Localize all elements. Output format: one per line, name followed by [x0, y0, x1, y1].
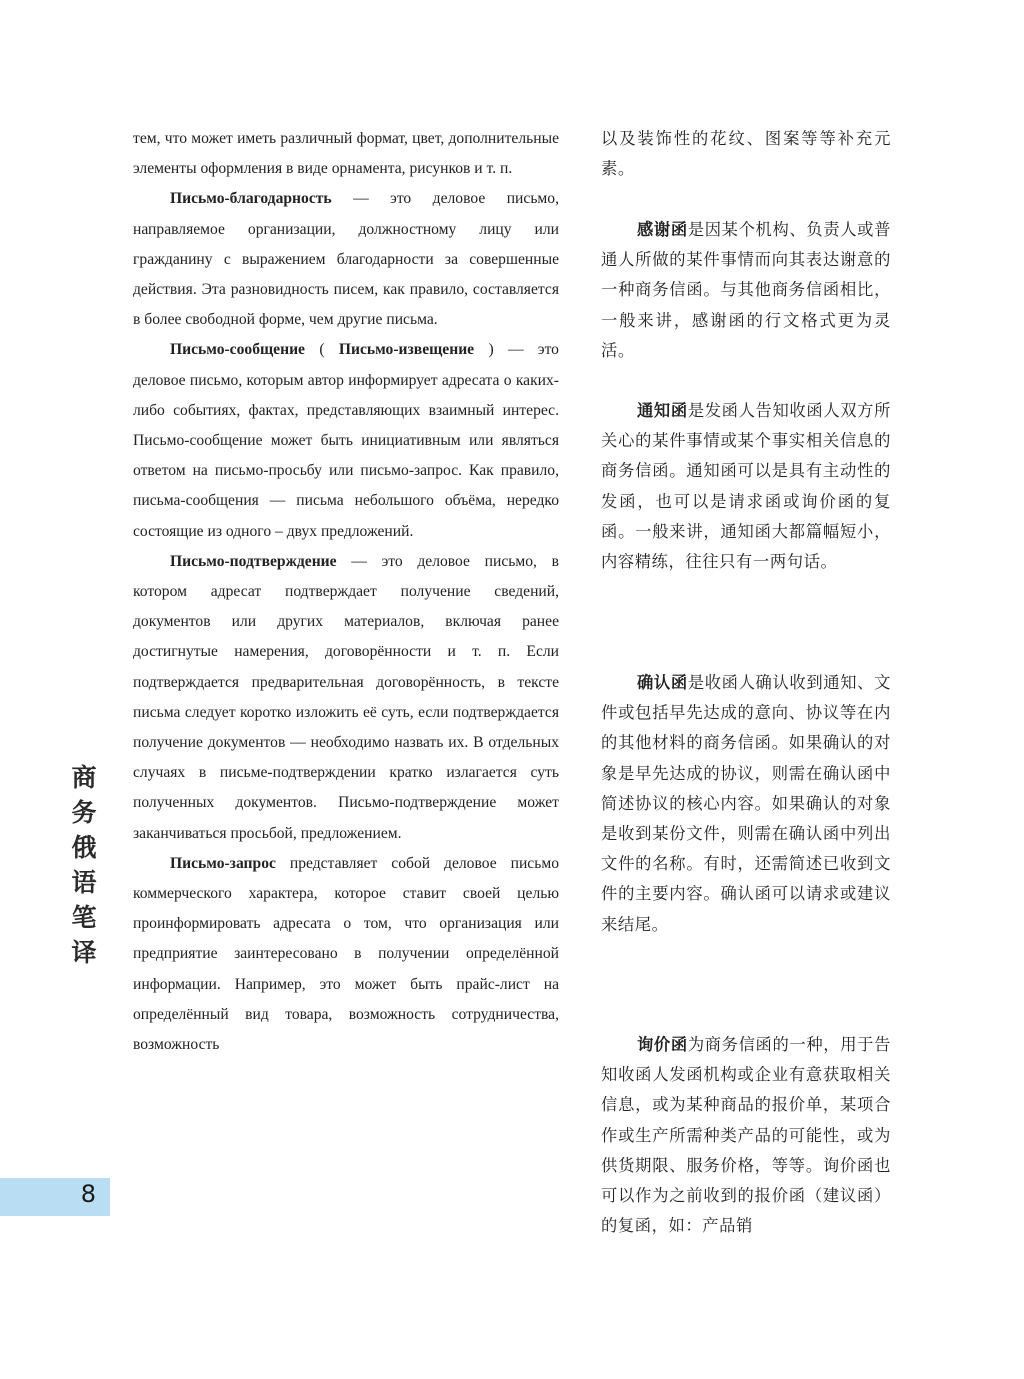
page-number: 8: [80, 1180, 96, 1208]
book-title-char: 商: [71, 763, 97, 792]
book-title-char: 语: [71, 868, 97, 897]
ru-text: — это деловое письмо, направляемое организации, должностному лицу или гражданину с выражением благодарности за совершенные действия. Эта разновидность писем, как правило, составляется в более свободной форме, чем другие письма.: [133, 190, 559, 329]
cn-paragraph: [601, 668, 891, 940]
ru-term: Письмо-сообщение: [170, 341, 305, 359]
cn-paragraph: [601, 215, 891, 366]
ru-paragraph-gratitude: [133, 184, 559, 335]
ru-paragraph-confirmation: [133, 547, 559, 849]
cn-term: 确认函: [637, 673, 688, 692]
cn-block-intro: [601, 124, 891, 184]
cn-term: 询价函: [637, 1035, 688, 1054]
book-title-char: 务: [71, 798, 97, 827]
ru-term: Письмо-запрос: [170, 854, 276, 872]
ru-text: — это деловое письмо, в котором адресат подтверждает получение сведений, документов или других материалов, включая ранее достигнутые намерения, договорённости и т. п. Если подтверждается предварительная договорённость, в тексте письма следует коротко изложить её суть, если подтверждается получение документов — необходимо назвать их. В отдельных случаях в письме-подтверждении кратко излагается суть полученных документов. Письмо-подтверждение может заканчиваться просьбой, предложением.: [133, 552, 559, 842]
ru-paragraph-inquiry: [133, 849, 559, 1060]
ru-term: Письмо-извещение: [338, 341, 475, 359]
ru-term: Письмо-подтверждение: [170, 552, 337, 570]
ru-text: представляет собой деловое письмо коммерческого характера, которое ставит своей целью проинформировать адресата о том, что организация или предприятие заинтересовано в получении определённой информации. Например, это может быть прайс-лист на определённый вид товара, возможность сотрудничества, возможность: [133, 854, 559, 1054]
book-title-char: 笔: [71, 903, 97, 932]
page-number-tab: [0, 1178, 110, 1216]
book-title-char: 俄: [71, 833, 97, 862]
cn-block-confirmation: [601, 668, 891, 940]
russian-column: [133, 124, 559, 1060]
cn-paragraph: [601, 124, 891, 184]
cn-text: 是收函人确认收到通知、文件或包括早先达成的意向、协议等在内的其他材料的商务信函。如果确认的对象是早先达成的协议，则需在确认函中简述协议的核心内容。如果确认的对象是收到某份文件，则需在确认函中列出文件的名称。有时，还需简述已收到文件的主要内容。确认函可以请求或建议来结尾。: [601, 673, 891, 934]
book-title-vertical: [66, 760, 102, 970]
cn-paragraph: [601, 396, 891, 577]
cn-text: 为商务信函的一种，用于告知收函人发函机构或企业有意获取相关信息，或为某种商品的报价单，某项合作或生产所需种类产品的可能性，或为供货期限、服务价格，等等。询价函也可以作为之前收到的报价函（建议函）的复函，如：产品销: [601, 1035, 891, 1236]
ru-text: (: [304, 341, 339, 359]
ru-term: Письмо-благодарность: [170, 190, 332, 208]
cn-block-inquiry: [601, 1030, 891, 1241]
cn-text: 以及装饰性的花纹、图案等等补充元素。: [601, 129, 891, 179]
cn-block-notification: [601, 396, 891, 577]
cn-block-gratitude: [601, 215, 891, 366]
ru-paragraph-intro: [133, 124, 559, 184]
cn-paragraph: [601, 1030, 891, 1241]
ru-text: ) — это деловое письмо, которым автор информирует адресата о каких-либо событиях, фактах, представляющих взаимный интерес. Письмо-сообщение может быть инициативным или являться ответом на письмо-просьбу или письмо-запрос. Как правило, письма-сообщения — письма небольшого объёма, нередко состоящие из одного – двух предложений.: [133, 341, 559, 540]
book-title-char: 译: [71, 938, 97, 967]
cn-term: 感谢函: [637, 220, 688, 239]
cn-text: 是发函人告知收函人双方所关心的某件事情或某个事实相关信息的商务信函。通知函可以是具有主动性的发函，也可以是请求函或询价函的复函。一般来讲，通知函大都篇幅短小，内容精练，往往只有一两句话。: [601, 401, 891, 572]
ru-paragraph-notification: [133, 335, 559, 546]
cn-term: 通知函: [637, 401, 688, 420]
ru-text: тем, что может иметь различный формат, цвет, дополнительные элементы оформления в виде орнамента, рисунков и т. п.: [133, 130, 559, 178]
cn-text: 是因某个机构、负责人或普通人所做的某件事情而向其表达谢意的一种商务信函。与其他商务信函相比，一般来讲，感谢函的行文格式更为灵活。: [601, 220, 891, 360]
